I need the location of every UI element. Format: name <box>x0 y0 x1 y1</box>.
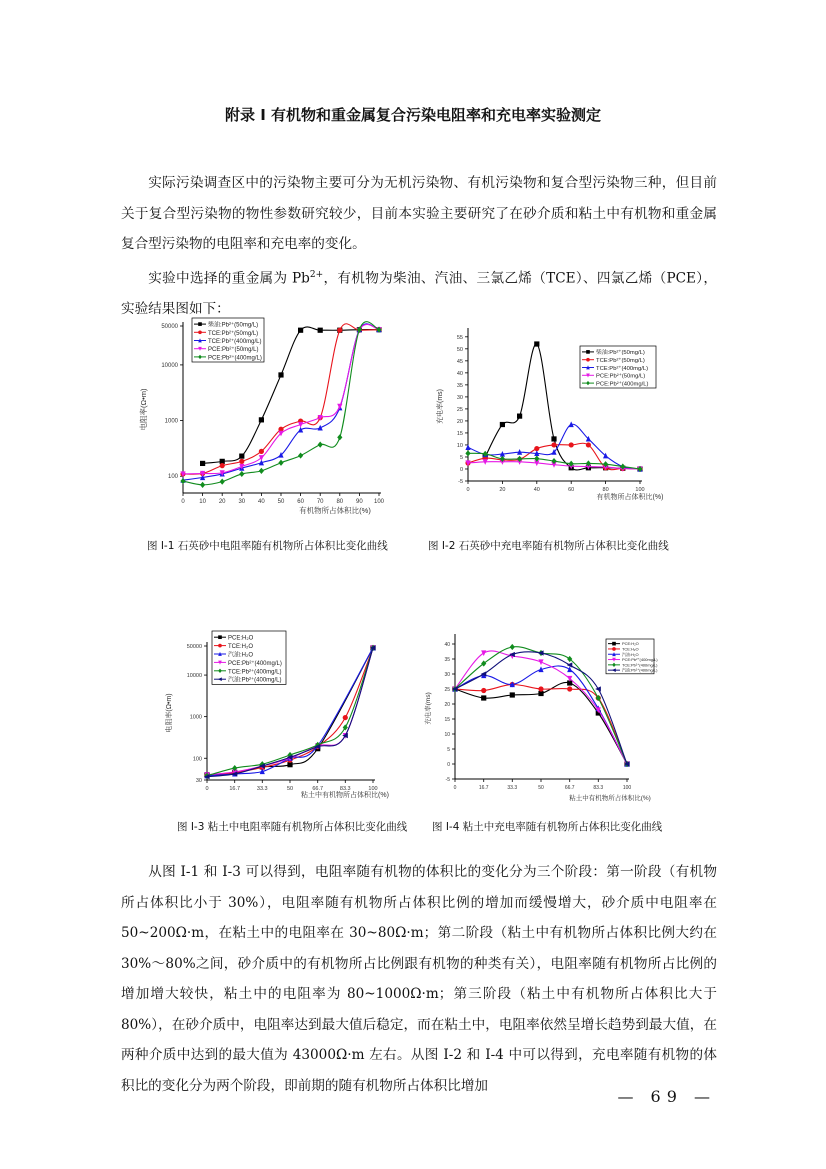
figure-2-chart <box>430 318 670 502</box>
marker-circle <box>586 358 590 362</box>
marker-triangle-up <box>298 427 303 433</box>
x-tick-label: 83.3 <box>593 785 604 791</box>
x-tick-label: 20 <box>499 487 506 493</box>
marker-triangle-down <box>259 455 264 461</box>
x-tick-label: 16.7 <box>478 785 489 791</box>
series-line <box>455 684 627 764</box>
y-tick-label: 20 <box>456 418 463 425</box>
marker-circle <box>239 459 244 464</box>
marker-diamond <box>298 452 303 458</box>
marker-diamond <box>465 450 470 456</box>
x-tick-label: 50 <box>286 786 294 792</box>
figure-2-caption: 图 I-2 石英砂中充电率随有机物所占体积比变化曲线 <box>428 540 669 552</box>
x-tick-label: 10 <box>199 499 206 505</box>
marker-square <box>612 642 616 646</box>
y-tick-label: 10000 <box>161 362 178 369</box>
legend-label: PCE:Pb²⁺(400mg/L) <box>622 657 658 663</box>
legend-label: TCE:H₂O <box>622 646 639 652</box>
x-axis-label: 有机物所占体积比(%) <box>596 494 664 501</box>
marker-square <box>198 322 202 326</box>
body-paragraph: 从图 I-1 和 I-3 可以得到，电阻率随有机物的体积比的变化分为三个阶段：第一阶段（有机物所占体积比小于 30%），电阻率随有机物所占体积比例的增加而缓慢增大，砂介质中电阻率在 50~200Ω·m，在粘土中的电阻率在 30~80Ω·m；第二阶段（粘土中有机物所占体积比例大约在 30%～80%之间，砂介质中的有机物所占比例跟有机物的种类有关），电阻率随有机物所占比例的增加增大较快，粘土中的电阻率为 80~1000Ω·m；第三阶段（粘土中有机物所占体积比大于 80%），在砂介质中，电阻率达到最大值后稳定，而在粘土中，电阻率依然呈增长趋势到最大值，在两种介质中达到的最大值为 43000Ω·m 左右。从图 I-2 和 I-4 中可以得到，充电率随有机物的体积比的变化分为两个阶段，即前期的随有机物所占体积比增加 <box>121 864 717 1094</box>
y-tick-label: 5 <box>459 454 463 461</box>
marker-circle <box>612 647 616 651</box>
y-axis-label: 电阻率(Ω•m) <box>139 388 148 431</box>
marker-triangle-up <box>567 666 572 672</box>
marker-square <box>287 762 292 767</box>
marker-diamond <box>259 468 264 474</box>
legend-label: PCE:Pb²⁺(400mg/L) <box>208 355 262 362</box>
y-tick-label: 15 <box>456 430 463 437</box>
marker-triangle-up <box>318 425 323 431</box>
y-tick-label: 50000 <box>186 644 202 650</box>
series-3 <box>452 666 629 767</box>
marker-circle <box>538 686 543 691</box>
marker-circle <box>551 442 556 447</box>
marker-triangle-down <box>481 650 486 656</box>
legend-label: PCE:Pb²⁺(50mg/L) <box>596 373 646 380</box>
y-tick-label: 100 <box>192 756 202 763</box>
marker-triangle-left <box>595 686 601 691</box>
y-tick-label: 50000 <box>161 324 178 330</box>
legend-label: TCE:H₂O <box>228 644 253 651</box>
marker-circle <box>259 449 264 454</box>
y-tick-label: 35 <box>456 382 463 389</box>
legend-label: 柴油:Pb²⁺(50mg/L) <box>208 322 259 329</box>
marker-triangle-down <box>337 404 342 410</box>
marker-square <box>500 422 505 427</box>
figure-4-caption: 图 I-4 粘土中充电率随有机物所占体积比变化曲线 <box>432 821 663 833</box>
legend-label: 汽油:H₂O <box>622 651 639 657</box>
body-section <box>121 857 717 1101</box>
legend-label: PCE:Pb²⁺(50mg/L) <box>208 347 259 354</box>
legend-label: PCE:H₂O <box>228 635 254 642</box>
x-tick-label: 33.3 <box>256 786 268 792</box>
y-tick-label: 0 <box>459 466 463 473</box>
legend-label: TCE:Pb²⁺(400mg/L) <box>596 365 649 372</box>
y-tick-label: 15 <box>444 717 450 723</box>
marker-diamond <box>180 478 185 484</box>
intro-p2-after: ，有机物为柴油、汽油、三氯乙烯（TCE）、四氯乙烯（PCE），实验结果图如下： <box>121 270 717 317</box>
y-axis-label: 电阻率(Ω•m) <box>166 693 173 733</box>
x-axis-label: 粘土中有机物所占体积比(%) <box>569 795 651 802</box>
x-tick-label: 90 <box>356 499 363 505</box>
marker-circle <box>343 715 348 720</box>
x-tick-label: 50 <box>277 499 285 505</box>
y-tick-label: 25 <box>456 406 463 413</box>
marker-square <box>538 691 543 696</box>
y-tick-label: 10 <box>444 732 450 738</box>
y-tick-label: 30 <box>444 672 450 678</box>
marker-diamond <box>318 442 323 448</box>
marker-circle <box>567 686 572 691</box>
marker-circle <box>569 442 574 447</box>
intro-paragraph-1: 实际污染调查区中的污染物主要可分为无机污染物、有机污染物和复合型污染物三种，但目前关于复合型污染物的物性参数研究较少，目前本实验主要研究了在砂介质和粘土中有机物和重金属复合型污染物的电阻率和充电率的变化。 <box>121 175 717 252</box>
y-tick-label: 40 <box>456 370 463 377</box>
marker-circle <box>198 330 202 334</box>
legend-label: PCE:Pb²⁺(400mg/L) <box>596 381 649 388</box>
legend-label: PCE:Pb²⁺(400mg/L) <box>228 660 282 667</box>
marker-square <box>517 414 522 419</box>
figure-1-chart <box>139 312 400 515</box>
legend-label: 柴油:Pb²⁺(50mg/L) <box>596 350 645 357</box>
chart-legend <box>212 631 286 684</box>
marker-square <box>239 454 244 459</box>
legend-label: TCE:Pb²⁺(400mg/L) <box>208 338 262 345</box>
y-tick-label: 25 <box>444 687 450 693</box>
y-tick-label: 30 <box>456 394 463 401</box>
marker-square <box>481 695 486 700</box>
x-tick-label: 30 <box>238 499 246 505</box>
y-tick-label: 45 <box>456 358 463 365</box>
marker-square <box>510 692 515 697</box>
legend-label: 汽油:Pb²⁺(400mg/L) <box>228 677 282 684</box>
marker-square <box>298 328 303 333</box>
legend-label: 汽油:Pb²⁺(400mg/L) <box>622 667 658 673</box>
chart-legend <box>606 639 658 674</box>
figure-1-caption: 图 I-1 石英砂中电阻率随有机物所占体积比变化曲线 <box>147 540 388 552</box>
x-tick-label: 0 <box>181 499 185 505</box>
marker-square <box>551 436 556 441</box>
y-tick-label: 10 <box>456 442 463 449</box>
x-tick-label: 0 <box>453 785 457 791</box>
chart-legend <box>580 346 656 388</box>
marker-square <box>259 417 264 422</box>
y-tick-label: 40 <box>444 642 450 648</box>
y-tick-label: 20 <box>444 702 450 708</box>
x-axis-label: 有机物所占体积比(%) <box>299 506 371 515</box>
intro-p2-before: 实验中选择的重金属为 Pb <box>148 270 310 287</box>
y-tick-label: 10000 <box>186 673 202 680</box>
x-tick-label: 80 <box>336 499 344 505</box>
figure-3-caption: 图 I-3 粘土中电阻率随有机物所占体积比变化曲线 <box>177 821 408 833</box>
x-tick-label: 100 <box>622 785 632 791</box>
y-tick-label: 5 <box>447 747 450 753</box>
x-tick-label: 100 <box>368 786 378 792</box>
marker-square <box>586 350 590 354</box>
legend-label: TCE:Pb²⁺(50mg/L) <box>208 330 259 337</box>
figure-3-chart <box>165 628 395 800</box>
x-tick-label: 50 <box>538 785 544 791</box>
y-tick-label: 100 <box>167 474 178 481</box>
x-tick-label: 40 <box>533 487 540 493</box>
legend-label: TCE:Pb²⁺(50mg/L) <box>596 358 645 365</box>
x-tick-label: 16.7 <box>229 786 241 792</box>
x-tick-label: 60 <box>568 487 575 493</box>
marker-circle <box>220 463 225 468</box>
x-tick-label: 66.7 <box>312 786 324 792</box>
marker-diamond <box>278 460 283 466</box>
legend-label: TCE:Pb²⁺(400mg/L) <box>228 669 282 676</box>
y-tick-label: 30 <box>195 778 202 784</box>
marker-diamond <box>220 479 225 485</box>
y-tick-label: 50 <box>456 346 463 353</box>
y-tick-label: 55 <box>456 334 463 341</box>
y-tick-label: 0 <box>447 762 450 768</box>
marker-diamond <box>337 434 342 440</box>
marker-square <box>200 461 205 466</box>
x-tick-label: 60 <box>297 499 304 505</box>
marker-circle <box>481 688 486 693</box>
x-tick-label: 66.7 <box>564 785 575 791</box>
x-tick-label: 100 <box>373 499 385 505</box>
marker-square <box>318 328 323 333</box>
intro-p2-superscript: 2+ <box>309 269 324 280</box>
y-tick-label: 35 <box>444 657 450 663</box>
legend-label: TCE:Pb²⁺(400mg/L) <box>622 662 658 668</box>
page-number: — 69 — <box>617 1087 716 1106</box>
marker-square <box>534 341 539 346</box>
marker-square <box>278 372 283 377</box>
x-tick-label: 33.3 <box>507 785 518 791</box>
marker-square <box>218 635 222 639</box>
page-title: 附录 I 有机物和重金属复合污染电阻率和充电率实验测定 <box>224 106 602 124</box>
marker-diamond <box>510 644 515 650</box>
x-tick-label: 83.3 <box>339 786 351 792</box>
marker-diamond <box>239 471 244 477</box>
x-tick-label: 80 <box>602 487 609 493</box>
marker-circle <box>337 328 342 333</box>
legend-label: 汽油:H₂O <box>228 652 253 659</box>
figure-4-chart <box>420 628 680 800</box>
x-tick-label: 0 <box>466 487 470 493</box>
x-tick-label: 100 <box>635 487 645 493</box>
chart-legend <box>192 318 264 362</box>
x-axis-label: 粘土中有机物所占体积比(%) <box>301 792 389 799</box>
series-1 <box>452 680 629 766</box>
y-tick-label: 1000 <box>189 714 202 721</box>
legend-label: PCE:H₂O <box>622 641 639 647</box>
x-tick-label: 20 <box>218 499 226 505</box>
y-tick-label: 1000 <box>164 418 178 425</box>
y-axis-label: 充电率(ms) <box>437 389 444 424</box>
y-tick-label: -5 <box>445 777 450 783</box>
intro-section <box>121 168 717 324</box>
marker-circle <box>218 644 222 648</box>
marker-circle <box>586 442 591 447</box>
marker-diamond <box>481 660 486 666</box>
marker-diamond <box>200 482 205 488</box>
x-tick-label: 70 <box>316 499 324 505</box>
x-tick-label: 0 <box>205 786 209 792</box>
y-axis-label: 充电率(ms) <box>425 692 432 725</box>
y-tick-label: -5 <box>458 479 463 485</box>
x-tick-label: 40 <box>258 499 265 505</box>
